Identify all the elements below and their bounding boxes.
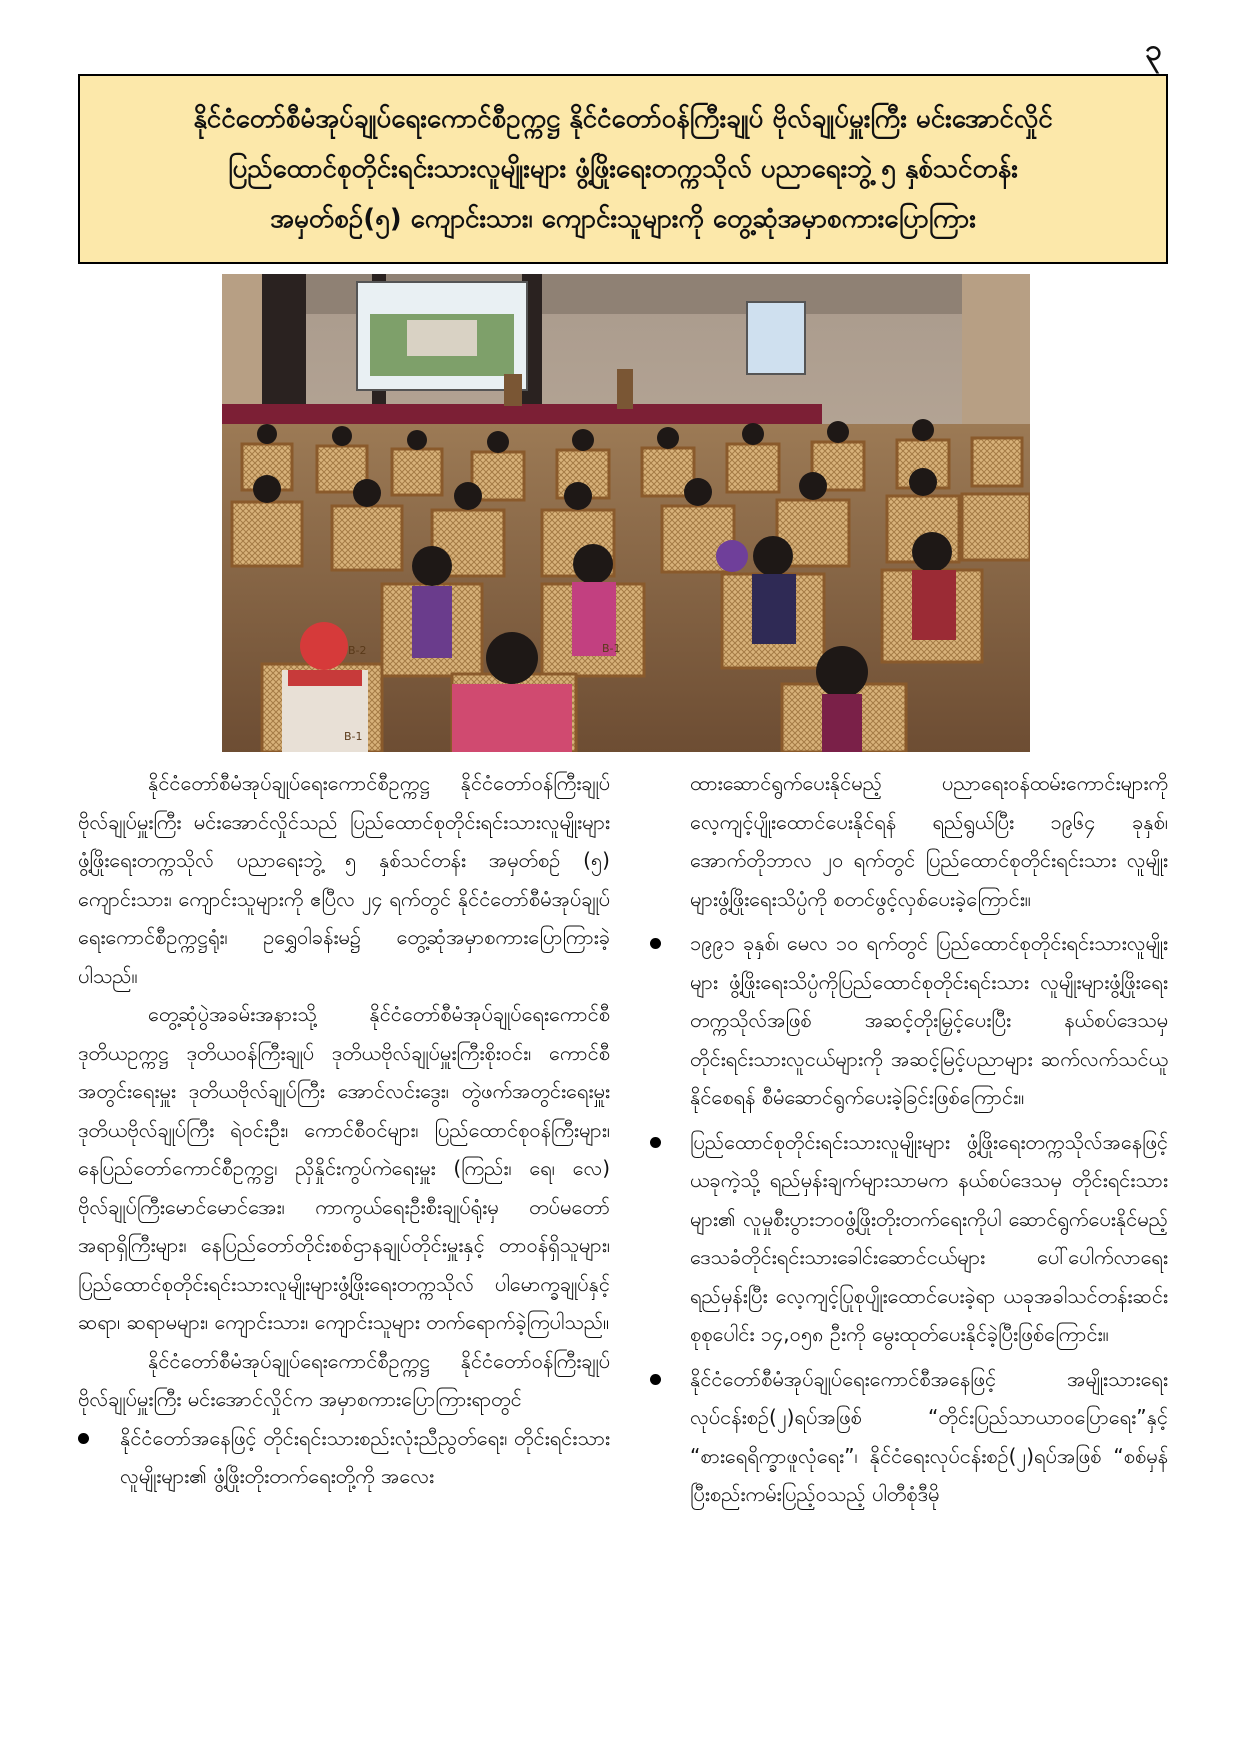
chair-label: B-1 [344, 730, 363, 743]
right-column [650, 764, 1168, 1520]
chair-label: B-2 [348, 644, 367, 657]
bullet-list [650, 924, 1168, 1514]
headline-line-3: အမှတ်စဉ်(၅) ကျောင်းသား၊ ကျောင်းသူများကို တွေ့ဆုံအမှာစကားပြောကြား [270, 204, 976, 234]
list-item-text: ၁၉၉၁ ခုနှစ်၊ မေလ ၁၀ ရက်တွင် ပြည်ထောင်စုတိုင်းရင်းသားလူမျိုးများ ဖွံ့ဖြိုးရေးသိပ္ပံကိုပြည်ထောင်စုတိုင်းရင်းသား လူမျိုးများဖွံ့ဖြိုးရေးတက္ကသိုလ်အဖြစ် အဆင့်တိုးမြှင့်ပေးပြီး နယ်စပ်ဒေသမှ တိုင်းရင်းသားလူငယ်များကို အဆင့်မြင့်ပညာများ ဆက်လက်သင်ယူနိုင်စေရန် စီမံဆောင်ရွက်ပေးခဲ့ခြင်းဖြစ်ကြောင်း။ [690, 931, 1168, 1109]
chair-label: B-1 [602, 642, 621, 655]
headline-line-2: ပြည်ထောင်စုတိုင်းရင်းသားလူမျိုးများ ဖွံ့ဖြိုးရေးတက္ကသိုလ် ပညာရေးဘွဲ့ ၅ နှစ်သင်တန်း [228, 154, 1018, 184]
list-item-text: နိုင်ငံတော်စီမံအုပ်ချုပ်ရေးကောင်စီအနေဖြင့် အမျိုးသားရေးလုပ်ငန်းစဉ်(၂)ရပ်အဖြစ် “တိုင်းပြည်သာယာဝပြောရေး”နှင့် “စားရေရိက္ခာဖူလုံရေး”၊ နိုင်ငံရေးလုပ်ငန်းစဉ်(၂)ရပ်အဖြစ် “စစ်မှန်ပြီးစည်းကမ်းပြည့်ဝသည့် ပါတီစုံဒီမို [690, 1366, 1168, 1506]
list-item-text: နိုင်ငံတော်အနေဖြင့် တိုင်းရင်းသားစည်းလုံးညီညွတ်ရေး၊ တိုင်းရင်းသားလူမျိုးများ၏ ဖွံ့ဖြိုးတိုးတက်ရေးတို့ကို အလေး [120, 1425, 610, 1488]
bullet-icon [650, 1137, 661, 1148]
bullet-icon [650, 938, 661, 949]
paragraph: တွေ့ဆုံပွဲအခမ်းအနားသို့ နိုင်ငံတော်စီမံအုပ်ချုပ်ရေးကောင်စီ ဒုတိယဥက္ကဋ္ဌ ဒုတိယဝန်ကြီးချုပ် ဒုတိယဗိုလ်ချုပ်မှူးကြီးစိုးဝင်း၊ ကောင်စီအတွင်းရေးမှူး ဒုတိယဗိုလ်ချုပ်ကြီး အောင်လင်းဒွေး၊ တွဲဖက်အတွင်းရေးမှူး ဒုတိယဗိုလ်ချုပ်ကြီး ရဲဝင်းဦး၊ ကောင်စီဝင်များ၊ ပြည်ထောင်စုဝန်ကြီးများ၊ နေပြည်တော်ကောင်စီဥက္ကဋ္ဌ၊ ညှိနှိုင်းကွပ်ကဲရေးမှူး (ကြည်း၊ ရေ၊ လေ) ဗိုလ်ချုပ်ကြီးမောင်မောင်အေး၊ ကာကွယ်ရေးဦးစီးချုပ်ရုံးမှ တပ်မတော်အရာရှိကြီးများ၊ နေပြည်တော်တိုင်းစစ်ဌာနချုပ်တိုင်းမှူးနှင့် တာဝန်ရှိသူများ၊ ပြည်ထောင်စုတိုင်းရင်းသားလူမျိုးများဖွံ့ဖြိုးရေးတက္ကသိုလ် ပါမောက္ခချုပ်နှင့် ဆရာ၊ ဆရာမများ၊ ကျောင်းသား၊ ကျောင်းသူများ တက်ရောက်ခဲ့ကြပါသည်။ [78, 1002, 610, 1334]
bullet-icon [650, 1374, 661, 1385]
page-number: ၃ [1145, 33, 1162, 68]
list-item [650, 1360, 1168, 1514]
left-column [78, 764, 610, 1502]
list-item [650, 1123, 1168, 1354]
bullet-icon [78, 1433, 89, 1444]
headline-line-1: နိုင်ငံတော်စီမံအုပ်ချုပ်ရေးကောင်စီဥက္ကဋ္ဌ နိုင်ငံတော်ဝန်ကြီးချုပ် ဗိုလ်ချုပ်မှူးကြီး မင်းအောင်လှိုင် [193, 104, 1053, 134]
list-item-text: ပြည်ထောင်စုတိုင်းရင်းသားလူမျိုးများ ဖွံ့ဖြိုးရေးတက္ကသိုလ်အနေဖြင့် ယခုကဲ့သို့ ရည်မှန်းချက်များသာမက နယ်စပ်ဒေသမှ တိုင်းရင်းသားများ၏ လူမှုစီးပွားဘဝဖွံ့ဖြိုးတိုးတက်ရေးကိုပါ ဆောင်ရွက်ပေးနိုင်မည့် ဒေသခံတိုင်းရင်းသားခေါင်းဆောင်ငယ်များ ပေါ်ပေါက်လာရေးရည်မှန်းပြီး လေ့ကျင့်ပြုစုပျိုးထောင်ပေးခဲ့ရာ ယခုအခါသင်တန်းဆင်းစုစုပေါင်း ၁၄,၀၅၈ ဦးကို မွေးထုတ်ပေးနိုင်ခဲ့ပြီးဖြစ်ကြောင်း။ [690, 1129, 1168, 1346]
list-item [78, 1419, 610, 1496]
bullet-list [78, 1419, 610, 1496]
headline-box [78, 74, 1168, 264]
paragraph: နိုင်ငံတော်စီမံအုပ်ချုပ်ရေးကောင်စီဥက္ကဋ္ဌ နိုင်ငံတော်ဝန်ကြီးချုပ် ဗိုလ်ချုပ်မှူးကြီး မင်းအောင်လှိုင်သည် ပြည်ထောင်စုတိုင်းရင်းသားလူမျိုးများဖွံ့ဖြိုးရေးတက္ကသိုလ် ပညာရေးဘွဲ့ ၅ နှစ်သင်တန်း အမှတ်စဉ် (၅) ကျောင်းသား၊ ကျောင်းသူများကို ဧပြီလ ၂၄ ရက်တွင် နိုင်ငံတော်စီမံအုပ်ချုပ်ရေးကောင်စီဥက္ကဋ္ဌရုံး၊ ဥရွှေဝါခန်းမ၌ တွေ့ဆုံအမှာစကားပြောကြားခဲ့ပါသည်။ [78, 771, 610, 988]
list-item [650, 924, 1168, 1117]
paragraph: နိုင်ငံတော်စီမံအုပ်ချုပ်ရေးကောင်စီဥက္ကဋ္ဌ နိုင်ငံတော်ဝန်ကြီးချုပ် ဗိုလ်ချုပ်မှူးကြီး မင်းအောင်လှိုင်က အမှာစကားပြောကြားရာတွင် [78, 1348, 610, 1411]
paragraph-continuation: ထားဆောင်ရွက်ပေးနိုင်မည့် ပညာရေးဝန်ထမ်းကောင်းများကို လေ့ကျင့်ပျိုးထောင်ပေးနိုင်ရန် ရည်ရွယ်ပြီး ၁၉၆၄ ခုနှစ်၊ အောက်တိုဘာလ ၂၀ ရက်တွင် ပြည်ထောင်စုတိုင်းရင်းသား လူမျိုးများဖွံ့ဖြိုးရေးသိပ္ပံကို စတင်ဖွင့်လှစ်ပေးခဲ့ကြောင်း။ [690, 771, 1168, 911]
event-photo [222, 274, 1030, 752]
